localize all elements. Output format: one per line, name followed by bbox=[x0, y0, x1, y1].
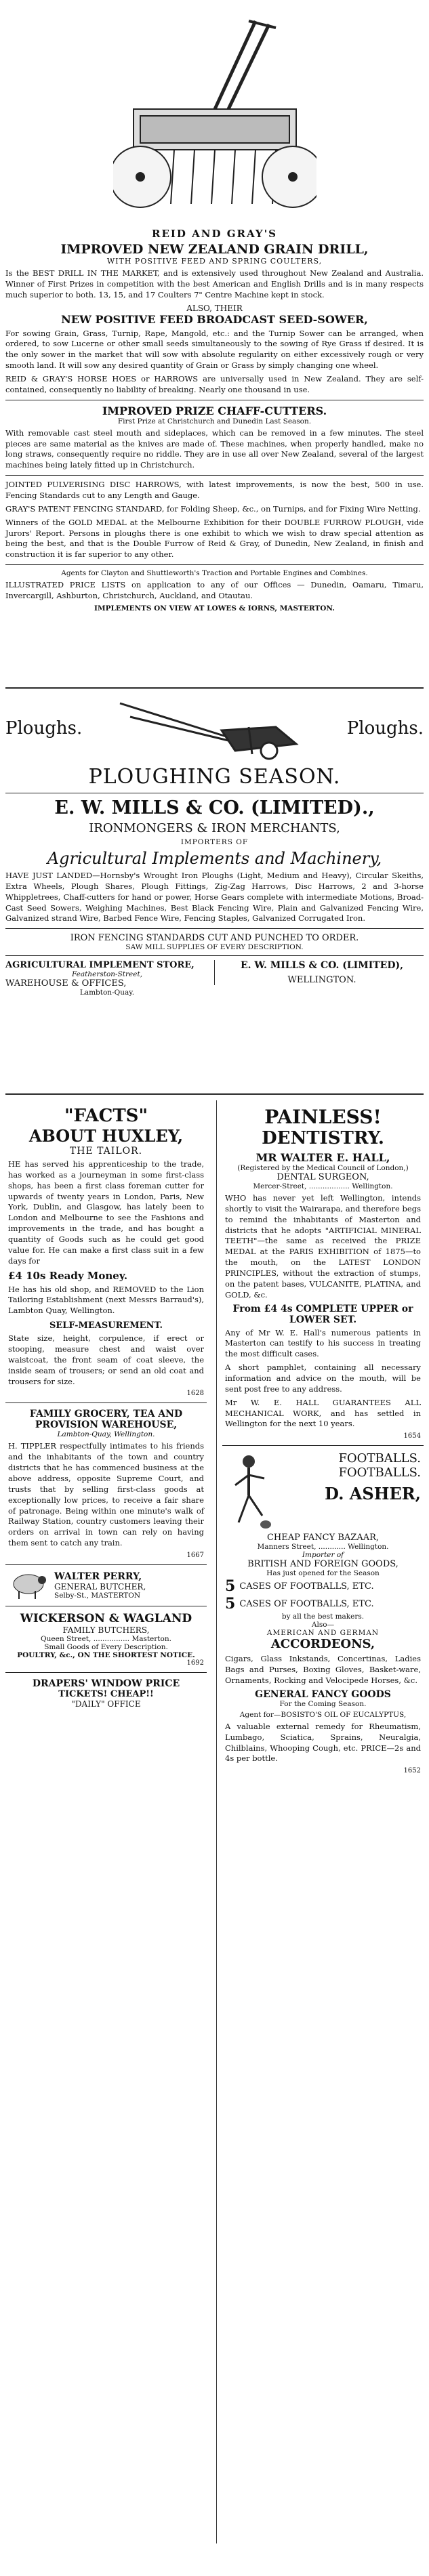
asher-agent: Agent for—BOSISTO'S OIL OF EUCALYPTUS, bbox=[239, 1710, 407, 1719]
asher-num2: 5 bbox=[225, 1595, 236, 1613]
right-column bbox=[216, 1100, 424, 2543]
hall-dentistry: DENTISTRY. bbox=[262, 1128, 384, 1148]
asher-british: BRITISH AND FOREIGN GOODS, bbox=[247, 1559, 399, 1570]
asher-cases2: CASES OF FOOTBALLS, ETC. bbox=[239, 1598, 374, 1609]
mills-company-short: E. W. MILLS & CO. (LIMITED), bbox=[241, 960, 403, 972]
asher-also: Also— bbox=[311, 1621, 335, 1629]
asher-general: GENERAL FANCY GOODS bbox=[255, 1688, 391, 1700]
asher-accordeons-pre: AMERICAN AND GERMAN bbox=[266, 1629, 380, 1638]
wickerson-goods: Small Goods of Every Description. bbox=[44, 1643, 168, 1652]
asher-name: D. ASHER, bbox=[325, 1484, 421, 1504]
medal-body: Winners of the GOLD MEDAL at the Melbourne Exhibition for their DOUBLE FURROW PLOUGH, vide Jurors' Report. Persons in ploughs there is one exhibit to which we wish to draw special attention as being the best, and that is the Double Furrow of Reid & Gray, of Dunedin, New Zealand, in finish and construction it is far superior to any other. bbox=[5, 517, 424, 560]
drapers-line3: "DAILY" OFFICE bbox=[71, 1699, 141, 1709]
sower-body: For sowing Grain, Grass, Turnip, Rape, Mangold, etc.: and the Turnip Sower can be arranged, when ordered, to sow Lucerne or other small seeds simultaneously to the sowing of Rye Grass if desired. It is the only sower in the market that will sow with absolute regularity on either excessively rough or very smooth land. It will sow any desired quantity of Grain or Grass by simply changing one wheel. bbox=[5, 328, 424, 371]
mills-trade: IRONMONGERS & IRON MERCHANTS, bbox=[89, 821, 340, 835]
huxley-removed: He has his old shop, and REMOVED to the Lion Tailoring Establishment (next Messrs Barraud's), Lambton Quay, Wellington. bbox=[8, 1284, 204, 1316]
agents: Agents for Clayton and Shuttleworth's Traction and Portable Engines and Combines. bbox=[61, 569, 368, 578]
chaff-body: With removable cast steel mouth and sideplaces, which can be removed in a few minutes. The steel pieces are same material as the knives are made of. These machines, when properly handled, make no long straws, consequently require no riddle. They are in use all over New Zealand, several of the largest machines being lately fitted up in Christchurch. bbox=[5, 428, 424, 470]
hall-registered: (Registered by the Medical Council of London,) bbox=[237, 1164, 409, 1172]
measure-title: SELF-MEASUREMENT. bbox=[49, 1321, 163, 1331]
asher-footballs2: FOOTBALLS. bbox=[338, 1466, 421, 1480]
hall-advert bbox=[222, 1100, 424, 1441]
fencing-body: GRAY'S PATENT FENCING STANDARD, for Folding Sheep, &c., on Turnips, and for Fixing Wire Netting. bbox=[5, 503, 421, 514]
drill-subtitle: WITH POSITIVE FEED AND SPRING COULTERS, bbox=[106, 257, 323, 266]
wickerson-name: WICKERSON & WAGLAND bbox=[20, 1612, 192, 1626]
perry-advert bbox=[5, 1569, 207, 1602]
mills-importers: IMPORTERS OF bbox=[180, 838, 249, 846]
wickerson-trade: FAMILY BUTCHERS, bbox=[62, 1625, 150, 1636]
measure-body: State size, height, corpulence, if erect or stooping, measure chest and waist over waistcoat, the front seam of coat sleeve, the inside seam of trousers; or send an old coat and trousers for size. bbox=[8, 1333, 204, 1386]
grocery-address: Lambton-Quay, Wellington. bbox=[57, 1430, 155, 1439]
hall-name: MR WALTER E. HALL, bbox=[256, 1151, 390, 1164]
chaff-prize: First Prize at Christchurch and Dunedin Last Season. bbox=[117, 417, 312, 425]
wickerson-code: 1692 bbox=[186, 1659, 204, 1667]
asher-num: 5 bbox=[225, 1577, 236, 1596]
mills-standards: IRON FENCING STANDARDS CUT AND PUNCHED TO ORDER. bbox=[70, 933, 359, 944]
huxley-tailor: THE TAILOR. bbox=[69, 1146, 143, 1157]
hall-surgeon: DENTAL SURGEON, bbox=[277, 1172, 369, 1182]
hall-pamphlet: A short pamphlet, containing all necessary information and advice on the mouth, will be sent post free to any address. bbox=[225, 1363, 421, 1394]
asher-footballs1: FOOTBALLS. bbox=[338, 1451, 421, 1466]
asher-bazaar: CHEAP FANCY BAZAAR, bbox=[266, 1533, 380, 1543]
hall-guarantee: Mr W. E. HALL GUARANTEES ALL MECHANICAL WORK, and has settled in Wellington for the next 10 years. bbox=[225, 1397, 421, 1429]
wickerson-address: Queen Street, ................ Masterton. bbox=[41, 1635, 171, 1644]
hall-from: From £4 4s COMPLETE UPPER or LOWER SET. bbox=[232, 1303, 413, 1325]
disc-body: JOINTED PULVERISING DISC HARROWS, with latest improvements, is now the best, 500 in use. Fencing Standards cut to any Length and Gauge. bbox=[5, 480, 424, 501]
asher-goods: Cigars, Glass Inkstands, Concertinas, Ladies Bags and Purses, Boxing Gloves, Basket-ware, Ornaments, Rocking and Velocipede Horses, &c. bbox=[225, 1654, 421, 1686]
grocery-code: 1667 bbox=[186, 1552, 204, 1560]
mills-saw: SAW MILL SUPPLIES OF EVERY DESCRIPTION. bbox=[125, 943, 304, 952]
huxley-body: HE has served his apprenticeship to the trade, has worked as a journeyman in some first-class shops, has been a first class foreman cutter for upwards of twenty years in London, Paris, New York, Dublin, and Glasgow, has lately been to London and Melbourne to see the Fashions and improvements in the trade, and has bought a quantity of Goods such as he could get good value for. He can make a first class suit in a few days for bbox=[8, 1159, 204, 1266]
wickerson-poultry: POULTRY, &c., ON THE SHORTEST NOTICE. bbox=[17, 1651, 195, 1660]
asher-advert bbox=[222, 1450, 424, 1776]
mills-landed: HAVE JUST LANDED—Hornsby's Wrought Iron Ploughs (Light, Medium and Heavy), Circular Skeiths, Extra Wheels, Plough Shares, Plough Fittings, Zig-Zag Harrows, Disc Harrows, 2 and 3-horse Whippletrees, Chaff-cutters for hand or power, Horse Gears complete with intermediate Motions, Broad-Cast Seed Sowers, Weighing Machines, Best Black Fencing Wire, Plain and Galvanized Fencing Wire, Galvanized strand Wire, Barbed Fence Wire, Fencing Staples, Galvanized Corrugated Iron. bbox=[5, 871, 424, 923]
perry-trade: GENERAL BUTCHER, bbox=[54, 1582, 146, 1592]
perry-address: Selby-St., MASTERTON bbox=[54, 1592, 141, 1600]
wickerson-advert bbox=[5, 1611, 207, 1668]
sheep-icon bbox=[8, 1571, 49, 1600]
asher-accordeons: ACCORDEONS, bbox=[270, 1637, 375, 1652]
mills-warehouse: WAREHOUSE & OFFICES, bbox=[5, 978, 127, 989]
chaff-title: IMPROVED PRIZE CHAFF-CUTTERS. bbox=[102, 404, 327, 417]
mills-company: E. W. MILLS & CO. (LIMITED)., bbox=[54, 797, 375, 818]
mills-store: AGRICULTURAL IMPLEMENT STORE, bbox=[5, 960, 195, 971]
ploughs-right: Ploughs. bbox=[346, 718, 424, 739]
mills-quay: Lambton-Quay. bbox=[79, 989, 135, 997]
hall-patients: Any of Mr W. E. Hall's numerous patients in Masterton can testify to his success in treating the most difficult cases. bbox=[225, 1327, 421, 1359]
view-notice: IMPLEMENTS ON VIEW AT LOWES & IORNS, MASTERTON. bbox=[94, 604, 335, 612]
asher-cases: CASES OF FOOTBALLS, ETC. bbox=[239, 1581, 374, 1592]
huxley-about: ABOUT HUXLEY, bbox=[28, 1126, 184, 1146]
huxley-code: 1628 bbox=[186, 1390, 204, 1398]
drapers-line1: DRAPERS' WINDOW PRICE bbox=[32, 1678, 180, 1690]
mills-advert bbox=[5, 694, 424, 1087]
grocery-advert bbox=[5, 1407, 207, 1560]
asher-expected: Has just opened for the Season bbox=[266, 1569, 380, 1578]
grain-drill-illustration bbox=[5, 4, 424, 228]
grocery-body: H. TIPPLER respectfully intimates to his friends and the inhabitants of the town and country districts that he has commenced business at the above address, opposite Supreme Court, and trusts that by selling first-class goods at exceptionally low prices, to receive a fair share of patronage. Being within one minute's walk of Railway Station, country customers leaving their orders on arrival in town can rely on having them sent to catch any train. bbox=[8, 1441, 204, 1548]
huxley-facts: "FACTS" bbox=[64, 1106, 148, 1126]
asher-remedy: A valuable external remedy for Rheumatism, Lumbago, Sciatica, Sprains, Neuralgia, Chilblains, Whooping Cough, etc. PRICE—2s and 4s per bottle. bbox=[225, 1721, 421, 1764]
hall-body: WHO has never yet left Wellington, intends shortly to visit the Wairarapa, and therefore begs to remind the inhabitants of Masterton and districts that he adopts "ARTIFICIAL MINERAL TEETH"—the same as received the PRIZE MEDAL at the PARIS EXHIBITION of 1875—to the mouth, on the LATEST LONDON PRINCIPLES, without the extraction of stumps, on the patent bases, VULCANITE, PLATINA, and GOLD, &c. bbox=[225, 1193, 421, 1300]
asher-importer: Importer of bbox=[302, 1551, 344, 1560]
drill-body: Is the BEST DRILL IN THE MARKET, and is extensively used throughout New Zealand and Australia. Winner of First Prizes in competition with the best American and English Drills and is in many respects much superior to both. 13, 15, and 17 Coulters 7" Centre Machine kept in stock. bbox=[5, 268, 424, 299]
perry-name: WALTER PERRY, bbox=[54, 1571, 142, 1583]
grocery-title: FAMILY GROCERY, TEA AND PROVISION WAREHOUSE, bbox=[29, 1409, 183, 1431]
ploughs-left: Ploughs. bbox=[5, 718, 83, 739]
asher-coming: For the Coming Season. bbox=[279, 1699, 367, 1708]
mills-street: Featherston-Street, bbox=[71, 970, 143, 979]
drapers-advert bbox=[5, 1677, 207, 1710]
drapers-line2: TICKETS! CHEAP!! bbox=[58, 1689, 154, 1700]
asher-address: Manners Street, ............ Wellington. bbox=[257, 1543, 389, 1552]
reid-gray-advert bbox=[5, 4, 424, 682]
sower-title: NEW POSITIVE FEED BROADCAST SEED-SOWER, bbox=[61, 312, 368, 326]
season-heading: PLOUGHING SEASON. bbox=[88, 765, 341, 789]
hall-painless: PAINLESS! bbox=[264, 1106, 382, 1128]
footballer-illustration bbox=[225, 1451, 272, 1533]
mills-city: WELLINGTON. bbox=[287, 975, 356, 986]
left-column bbox=[5, 1100, 211, 2543]
drill-title: IMPROVED NEW ZEALAND GRAIN DRILL, bbox=[60, 242, 369, 257]
brand-heading: REID AND GRAY'S bbox=[151, 228, 278, 240]
harrows-body: REID & GRAY'S HORSE HOES or HARROWS are universally used in New Zealand. They are self-contained, consequently no liability of breaking. Nearly one thousand in use. bbox=[5, 374, 424, 394]
hall-code: 1654 bbox=[403, 1432, 421, 1440]
asher-byall: by all the best makers. bbox=[281, 1613, 365, 1621]
asher-code: 1652 bbox=[403, 1767, 421, 1775]
plough-illustration bbox=[113, 697, 316, 761]
price-lists: ILLUSTRATED PRICE LISTS on application to any of our Offices — Dunedin, Oamaru, Timaru, Invercargill, Ashburton, Christchurch, Auckland, and Otautau. bbox=[5, 580, 424, 601]
huxley-price: £4 10s Ready Money. bbox=[8, 1269, 128, 1282]
huxley-advert bbox=[5, 1100, 207, 1398]
also-label: ALSO, THEIR bbox=[186, 303, 243, 313]
mills-implements: Agricultural Implements and Machinery, bbox=[47, 849, 382, 868]
hall-address: Mercer-Street, .................. Wellington. bbox=[253, 1182, 393, 1190]
